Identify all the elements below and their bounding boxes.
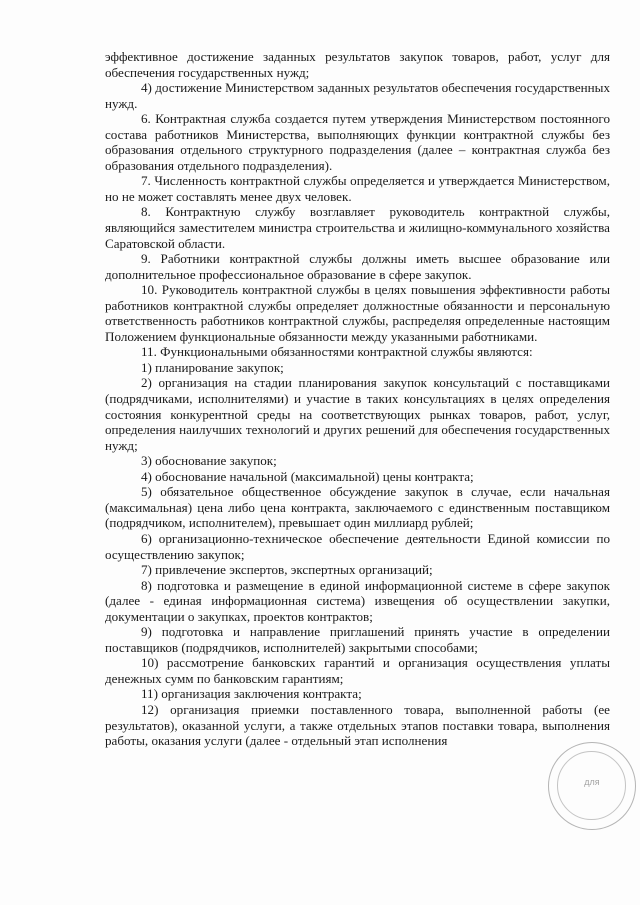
list-item-12: 12) организация приемки поставленного товара, выполненной работы (ее результатов), оказанной услуги, а также отдельных этапов поставки товара, выполнения работы, оказания услуги (далее - отдельный этап исполнения [105, 701, 610, 749]
list-item-8: 8) подготовка и размещение в единой информационной системе в сфере закупок (далее - единая информационная система) извещения об осуществлении закупки, документации о закупках, проектов контрактов; [105, 577, 610, 624]
paragraph-6: 6. Контрактная служба создается путем утверждения Министерством постоянного состава работников Министерства, выполняющих функции контрактной службы без образования отдельного структурного подразделения (далее – контрактная служба без образования отдельного подразделения). [105, 111, 610, 173]
list-item-1: 1) планирование закупок; [141, 359, 284, 375]
document-body [105, 49, 610, 749]
list-item-6: 6) организационно-техническое обеспечение деятельности Единой комиссии по осуществлению закупок; [105, 530, 610, 562]
paragraph-9: 9. Работники контрактной службы должны иметь высшее образование или дополнительное профессиональное образование в сфере закупок. [105, 251, 610, 282]
list-item-11: 11) организация заключения контракта; [141, 686, 362, 702]
paragraph-continuation: эффективное достижение заданных результатов закупок товаров, работ, услуг для обеспечения государственных нужд; [105, 49, 610, 80]
paragraph-10: 10. Руководитель контрактной службы в целях повышения эффективности работы работников контрактной службы определяет должностные обязанности и персональную ответственность работников контрактной службы, распределяя определенные настоящим Положением функциональные обязанности между указанными работниками. [105, 282, 610, 344]
paragraph-7: 7. Численность контрактной службы определяется и утверждается Министерством, но не может составлять менее двух человек. [105, 173, 610, 204]
paragraph-8: 8. Контрактную службу возглавляет руководитель контрактной службы, являющийся заместителем министра строительства и жилищно-коммунального хозяйства Саратовской области. [105, 204, 610, 251]
stamp-text: для [584, 777, 600, 787]
list-item-5: 5) обязательное общественное обсуждение закупок в случае, если начальная (максимальная) цена либо цена контракта, заключаемого с единственным поставщиком (подрядчиком, исполнителем), превышает один миллиард рублей; [105, 484, 610, 531]
list-item-4: 4) обоснование начальной (максимальной) цены контракта; [141, 468, 474, 484]
list-item-2: 2) организация на стадии планирования закупок консультаций с поставщиками (подрядчиками, исполнителями) и участие в таких консультациях в целях определения состояния конкурентной среды на соответствующих рынках товаров, работ, услуг, определения наилучших технологий и других решений для обеспечения государственных нужд; [105, 375, 610, 453]
list-item-7: 7) привлечение экспертов, экспертных организаций; [141, 562, 433, 578]
paragraph-11: 11. Функциональными обязанностями контрактной службы являются: [141, 344, 533, 360]
list-item-9: 9) подготовка и направление приглашений принять участие в определении поставщиков (подрядчиков, исполнителей) закрытыми способами; [105, 624, 610, 655]
list-item-10: 10) рассмотрение банковских гарантий и организация осуществления уплаты денежных сумм по банковским гарантиям; [105, 655, 610, 686]
list-item-3: 3) обоснование закупок; [141, 453, 277, 469]
paragraph-item-4: 4) достижение Министерством заданных результатов обеспечения государственных нужд. [105, 80, 610, 111]
official-stamp [548, 742, 636, 830]
